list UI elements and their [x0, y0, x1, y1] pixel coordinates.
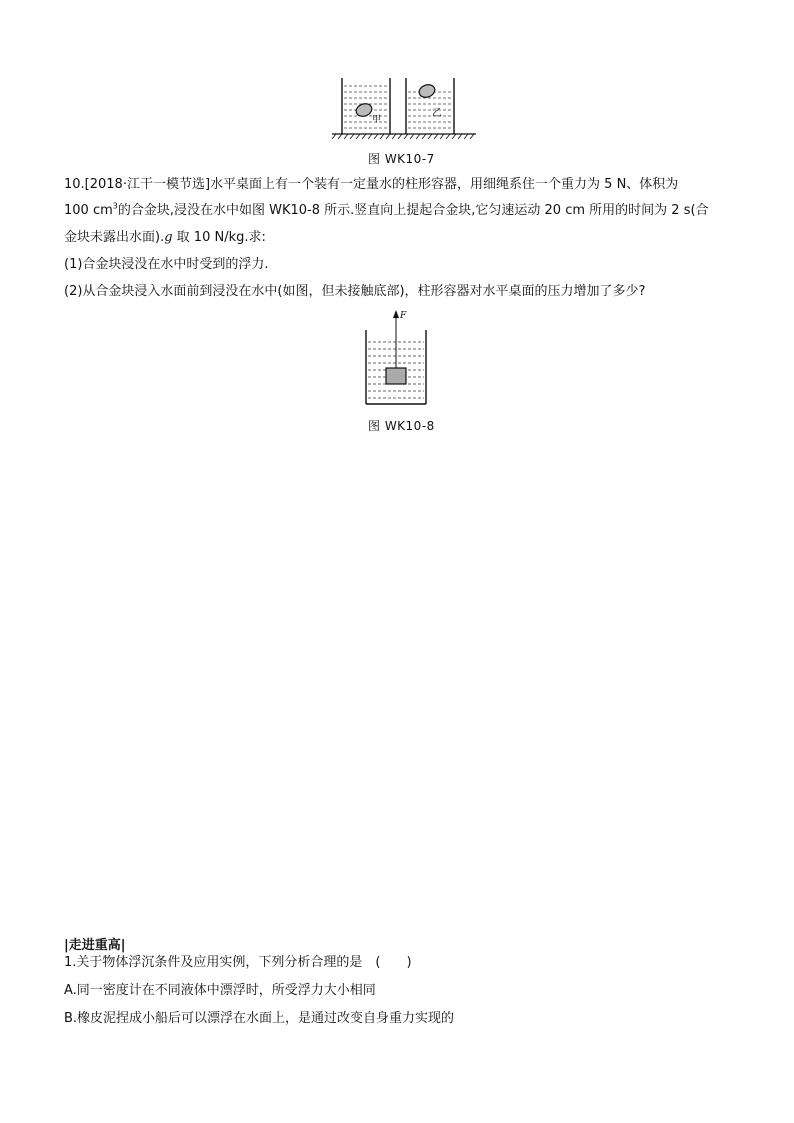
question-10-line-1: 10.[2018·江干一模节选]水平桌面上有一个装有一定量水的柱形容器，用细绳系住一个重力为 5 N、体积为: [64, 177, 679, 192]
question-10-line-2: [64, 202, 709, 220]
line2-post: 的合金块,浸没在水中如图 WK10-8 所示.竖直向上提起合金块,它匀速运动 20 cm 所用的时间为 2 s(合: [117, 203, 709, 218]
container-b: [406, 78, 454, 134]
container-a: [342, 78, 390, 134]
section-question-1: 1.关于物体浮沉条件及应用实例，下列分析合理的是 ( ): [64, 955, 412, 970]
figure-wk10-7-caption: 图 WK10-7: [368, 152, 435, 166]
option-a: A.同一密度计在不同液体中漂浮时，所受浮力大小相同: [64, 983, 376, 998]
label-a: 甲: [372, 115, 382, 125]
line2-sup: 3: [112, 201, 118, 211]
label-b: 乙: [432, 108, 442, 119]
line3-post: 取 10 N/kg.求:: [172, 230, 266, 245]
force-label: F: [400, 311, 407, 321]
section-title: |走进重高|: [64, 938, 126, 953]
question-10-sub-2: (2)从合金块浸入水面前到浸没在水中(如图，但未接触底部)，柱形容器对水平桌面的压力增加了多少?: [64, 284, 646, 299]
force-arrow-icon: [393, 310, 399, 318]
option-b: B.橡皮泥捏成小船后可以漂浮在水面上，是通过改变自身重力实现的: [64, 1011, 455, 1026]
figure-wk10-8: [360, 306, 436, 408]
line3-g: g: [164, 230, 173, 245]
question-10-line-3: [64, 229, 266, 247]
alloy-block: [386, 368, 406, 384]
line2-pre: 100 cm: [64, 203, 113, 218]
figure-wk10-8-caption: 图 WK10-8: [368, 419, 435, 433]
line3-pre: 金块未露出水面).: [64, 230, 165, 245]
figure-wk10-7: [330, 74, 480, 144]
question-10-sub-1: (1)合金块浸没在水中时受到的浮力.: [64, 257, 269, 272]
